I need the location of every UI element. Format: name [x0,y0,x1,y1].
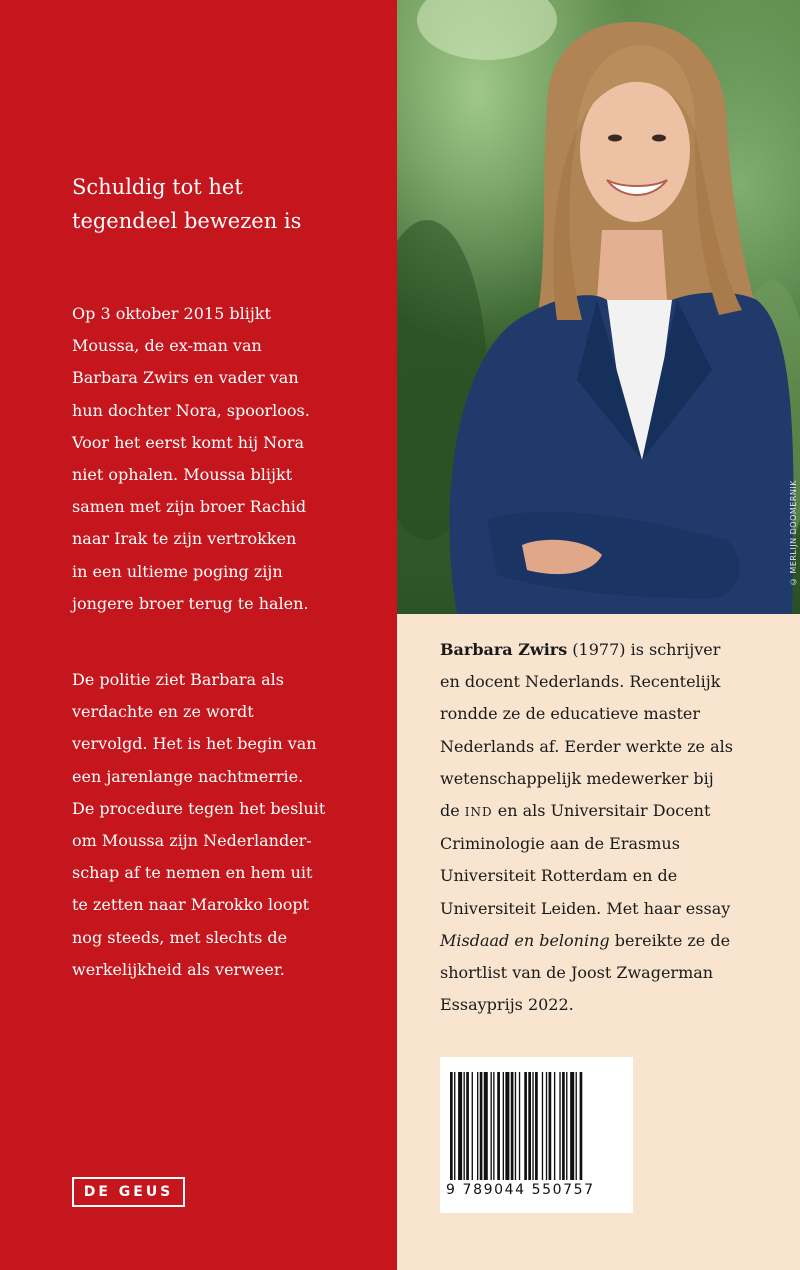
barcode-bar [511,1072,514,1180]
blurb-line: De politie ziet Barbara als [72,670,284,689]
barcode-bar [491,1072,492,1180]
bio-abbreviation: IND [464,805,493,820]
blurb-line: om Moussa zijn Nederlander- [72,831,312,851]
barcode-bars-icon [446,1072,627,1182]
barcode-bar [546,1072,547,1180]
blurb-line: werkelijkheid als verweer. [72,959,285,979]
author-portrait-illustration [397,0,800,614]
blurb-line: Barbara Zwirs en vader van [72,368,299,388]
publisher-logo [72,1177,185,1207]
bio-line: en docent Nederlands. Recentelijk [440,672,721,692]
barcode-bar [505,1072,509,1180]
barcode-bar [472,1072,473,1180]
barcode-bar [477,1072,478,1180]
barcode-bar [532,1072,533,1180]
blurb-line: hun dochter Nora, spoorloos. [72,400,310,420]
blurb-line: schap af te nemen en hem uit [72,863,313,883]
barcode-bar [450,1072,453,1180]
barcode-bar [549,1072,552,1180]
barcode-bar [480,1072,483,1180]
bio-line: Universiteit Rotterdam en de [440,866,678,886]
bio-line: wetenschappelijk medewerker bij [440,768,714,788]
blurb-paragraph-1 [72,298,372,620]
blurb-line: jongere broer terug te halen. [72,593,309,613]
left-panel [0,0,397,1270]
blurb-line: in een ultieme poging zijn [72,561,283,581]
bio-line [440,795,780,828]
blurb-line: nog steeds, met slechts de [72,927,288,947]
author-bio [440,634,780,1021]
tagline-line: tegendeel bewezen is [72,209,302,233]
essay-title: Misdaad en beloning [440,930,610,950]
blurb-paragraph-2 [72,664,372,986]
photo-credit: © MERLIJN DOOMERNIK [789,480,798,587]
barcode-bar [562,1072,565,1180]
bio-text: en als Universitair Docent [492,801,711,821]
blurb-line: vervolgd. Het is het begin van [72,734,317,754]
barcode-bar [542,1072,543,1180]
barcode-bar [464,1072,465,1180]
barcode-bar [493,1072,494,1180]
blurb-line: niet ophalen. Moussa blijkt [72,465,293,485]
blurb-line: De procedure tegen het besluit [72,798,326,818]
barcode-bar [528,1072,531,1180]
right-panel [397,0,800,1270]
barcode-bar [458,1072,462,1180]
blurb-line: naar Irak te zijn vertrokken [72,529,297,549]
bio-line: Universiteit Leiden. Met haar essay [440,898,731,918]
barcode-bar [580,1072,583,1180]
author-photo [397,0,800,614]
publisher-logo-text: DE GEUS [83,1184,174,1200]
barcode-bar [484,1072,488,1180]
blurb-line: te zetten naar Marokko loopt [72,895,310,915]
bio-text: de [440,801,465,821]
bio-line: Criminologie aan de Erasmus [440,834,680,854]
barcode-bar [524,1072,527,1180]
isbn-number: 9 789044 550757 [446,1182,595,1198]
blurb-line: Moussa, de ex-man van [72,336,262,356]
bio-line: Essayprijs 2022. [440,995,574,1015]
barcode-bar [466,1072,469,1180]
author-year: (1977) is schrijver [567,640,721,659]
bio-line: shortlist van de Joost Zwagerman [440,963,714,983]
barcode-bar [503,1072,504,1180]
bio-line: rondde ze de educatieve master [440,704,700,724]
blurb-line: Op 3 oktober 2015 blijkt [72,304,271,323]
blurb-line: een jarenlange nachtmerrie. [72,766,304,786]
tagline [72,170,372,238]
bio-line: Nederlands af. Eerder werkte ze als [440,736,733,756]
barcode-bar [497,1072,500,1180]
blurb-line: Voor het eerst komt hij Nora [72,432,304,452]
barcode-bar [570,1072,574,1180]
author-name: Barbara Zwirs [440,640,568,659]
barcode-bar [554,1072,555,1180]
barcode [440,1057,633,1213]
barcode-bar [519,1072,520,1180]
bio-line [440,634,780,666]
barcode-bar [535,1072,538,1180]
barcode-bar [515,1072,516,1180]
barcode-bar [576,1072,577,1180]
blurb-line: verdachte en ze wordt [72,702,254,722]
barcode-bar [559,1072,560,1180]
tagline-line: Schuldig tot het [72,175,243,199]
bio-line [440,925,780,957]
barcode-bar [454,1072,455,1180]
barcode-bar [566,1072,567,1180]
blurb-line: samen met zijn broer Rachid [72,497,307,517]
bio-text: bereikte ze de [609,930,731,950]
